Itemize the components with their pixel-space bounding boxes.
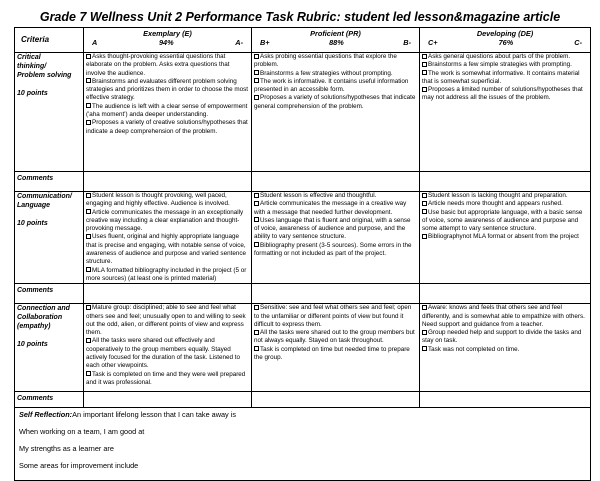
proficient-cell xyxy=(252,192,420,284)
reflection-prompt: My strengths as a learner are xyxy=(19,444,114,454)
checkbox-icon[interactable] xyxy=(422,201,427,206)
criterion-name: Communication/ xyxy=(17,193,72,200)
checkbox-icon[interactable] xyxy=(254,78,259,83)
comments-cell[interactable] xyxy=(84,172,252,192)
self-reflection-cell[interactable] xyxy=(15,408,591,481)
proficient-cell xyxy=(252,304,420,392)
descriptor: Article communicates the message in a creative way with a message that needed further development. xyxy=(254,200,407,216)
descriptor: Proposes a variety of solutions/hypotheses that indicate general comprehension of the problem. xyxy=(254,94,416,110)
proficient-cell xyxy=(252,53,420,172)
comments-label: Comments xyxy=(15,172,84,192)
descriptor: The audience is left with a clear sense of empowerment ('aha moment') anda deeper understanding. xyxy=(86,102,248,119)
comments-row xyxy=(15,284,591,304)
grade-percent: 94% xyxy=(158,38,174,47)
descriptor: Task is completed on time and they were well prepared and it was professional. xyxy=(86,370,246,386)
reflection-prompt: When working on a team, I am good at xyxy=(19,427,145,437)
descriptor: Task is completed on time but needed time to prepare the group. xyxy=(254,345,410,362)
descriptor: All the tasks were shared out effectively and cooperatively to the group members equally. Stayed actively focused for the duration of the task. Listened to each other viewpoints. xyxy=(86,337,241,370)
criterion-name: thinking/ xyxy=(17,63,47,70)
descriptor: The work is informative. It contains useful information presented in an accessible form. xyxy=(254,77,409,94)
comments-label: Comments xyxy=(15,392,84,408)
descriptor: Aware: knows and feels that others see and feel differently, and is somewhat able to empathize with others. Need support and guidance from a teacher. xyxy=(422,304,585,328)
criterion-cell xyxy=(15,304,84,392)
descriptor: MLA formatted bibliography included in the project (5 or more sources) (at least one is printed material) xyxy=(86,266,247,282)
descriptor: Student lesson is effective and thoughtful. xyxy=(254,192,417,200)
grade-percent: 88% xyxy=(329,38,344,47)
descriptor: Asks probing essential questions that explore the problem. xyxy=(254,53,397,69)
checkbox-icon[interactable] xyxy=(254,95,259,100)
grade-high: C+ xyxy=(428,38,438,47)
checkbox-icon[interactable] xyxy=(254,193,259,198)
criterion-row-connection xyxy=(15,304,591,392)
checkbox-icon[interactable] xyxy=(254,330,259,335)
checkbox-icon[interactable] xyxy=(86,120,91,125)
descriptor: All the tasks were shared out to the group members but not always equally. Stayed on task throughout. xyxy=(254,329,415,345)
checkbox-icon[interactable] xyxy=(254,217,259,222)
criterion-points: 10 points xyxy=(17,341,48,349)
checkbox-icon[interactable] xyxy=(422,54,427,59)
developing-cell xyxy=(420,192,591,284)
checkbox-icon[interactable] xyxy=(422,209,427,214)
developing-cell xyxy=(420,53,591,172)
descriptor: Brainstorms and evaluates different problem solving strategies and prioritizes them in order to choose the most effective strategy. xyxy=(86,77,249,102)
checkbox-icon[interactable] xyxy=(422,193,427,198)
comments-cell[interactable] xyxy=(420,284,591,304)
level-header-developing xyxy=(420,28,591,53)
grade-low: C- xyxy=(574,38,582,47)
checkbox-icon[interactable] xyxy=(254,305,259,310)
checkbox-icon[interactable] xyxy=(422,305,427,310)
descriptor: Bibliographynot MLA format or absent from the project xyxy=(422,233,588,241)
level-header-exemplary xyxy=(84,28,252,53)
descriptor: Group needed help and support to divide the tasks and stay on task. xyxy=(422,329,582,345)
comments-row xyxy=(15,172,591,192)
descriptor: Uses fluent, original and highly appropriate language that is precise and engaging, with notable sense of voice, awareness of audience and purpose and varied sentence structure. xyxy=(86,233,246,266)
descriptor: Bibliography present (3-5 sources). Some errors in the formatting or not included as part of the project. xyxy=(254,241,412,258)
checkbox-icon[interactable] xyxy=(86,371,91,376)
self-reflection-label: Self Reflection: xyxy=(19,410,73,420)
checkbox-icon[interactable] xyxy=(422,330,427,335)
comments-cell[interactable] xyxy=(420,392,591,408)
reflection-prompt: An important lifelong lesson that I can take away is xyxy=(72,410,236,420)
criterion-cell xyxy=(15,192,84,284)
comments-cell[interactable] xyxy=(252,172,420,192)
exemplary-cell xyxy=(84,304,252,392)
criterion-name: Collaboration xyxy=(17,314,63,322)
criterion-name: Language xyxy=(17,202,51,209)
descriptor: Task was not completed on time. xyxy=(422,346,588,354)
checkbox-icon[interactable] xyxy=(254,346,259,351)
descriptor: The work is somewhat informative. It contains material that is somewhat superficial. xyxy=(422,69,580,85)
criterion-row-critical-thinking xyxy=(15,53,591,172)
checkbox-icon[interactable] xyxy=(86,338,91,343)
descriptor: Asks thought-provoking essential questions that elaborate on the problem. Asks extra questions that involve the audience. xyxy=(86,53,230,77)
checkbox-icon[interactable] xyxy=(86,267,91,272)
descriptor: Asks general questions about parts of the problem. xyxy=(422,53,588,61)
criteria-header: Criteria xyxy=(15,28,84,53)
reflection-prompt: Some areas for improvement include xyxy=(19,461,139,471)
comments-row xyxy=(15,392,591,408)
descriptor: Article needs more thought and appears rushed. xyxy=(422,200,588,208)
checkbox-icon[interactable] xyxy=(422,70,427,75)
reflection-line xyxy=(19,410,586,427)
descriptor: Sensitive: see and feel what others see and feel; open to the unfamiliar or different points of view but found it difficult to express them. xyxy=(254,304,412,328)
exemplary-cell xyxy=(84,53,252,172)
checkbox-icon[interactable] xyxy=(86,78,91,83)
criterion-name: Critical xyxy=(17,54,41,61)
developing-cell xyxy=(420,304,591,392)
checkbox-icon[interactable] xyxy=(86,193,91,198)
comments-cell[interactable] xyxy=(84,284,252,304)
checkbox-icon[interactable] xyxy=(254,201,259,206)
comments-cell[interactable] xyxy=(252,392,420,408)
level-header-proficient xyxy=(252,28,420,53)
descriptor: Proposes a limited number of solutions/hypotheses that may not address all the issues of the problem. xyxy=(422,86,583,102)
checkbox-icon[interactable] xyxy=(422,87,427,92)
checkbox-icon[interactable] xyxy=(254,70,259,75)
descriptor: Brainstorms a few simple strategies with prompting. xyxy=(422,61,588,69)
comments-cell[interactable] xyxy=(84,392,252,408)
criterion-name: (empathy) xyxy=(17,323,51,331)
descriptor: Brainstorms a few strategies without prompting. xyxy=(254,70,417,78)
grade-percent: 76% xyxy=(498,38,514,47)
header-row xyxy=(15,28,591,53)
checkbox-icon[interactable] xyxy=(422,62,427,67)
criterion-row-communication xyxy=(15,192,591,284)
descriptor: Article communicates the message in an exceptionally creative way including a clear explanation and thought-provoking message. xyxy=(86,208,244,233)
comments-cell[interactable] xyxy=(420,172,591,192)
exemplary-cell xyxy=(84,192,252,284)
descriptor: Student lesson is thought provoking, well paced, engaging and highly effective. Audience is involved. xyxy=(86,192,230,208)
checkbox-icon[interactable] xyxy=(422,234,427,239)
level-name: Exemplary (E) xyxy=(143,29,192,38)
criterion-points: 10 points xyxy=(17,220,48,227)
checkbox-icon[interactable] xyxy=(86,305,91,310)
descriptor: Proposes a variety of creative solutions/hypotheses that indicate a deep comprehension of the problem. xyxy=(86,119,248,135)
comments-label: Comments xyxy=(15,284,84,304)
checkbox-icon[interactable] xyxy=(422,346,427,351)
descriptor: Uses language that is fluent and original, with a sense of voice, awareness of audience and purpose, and the ability to vary sentence structure. xyxy=(254,216,411,241)
descriptor: Mature group: disciplined; able to see and feel what others see and feel; unusually open to and willing to seek out the odd, alien, or different points of view and express them. xyxy=(86,304,246,337)
checkbox-icon[interactable] xyxy=(86,54,91,59)
grade-low: A- xyxy=(235,38,243,47)
descriptor: Use basic but appropriate language, with a basic sense of voice, some awareness of audience and purpose and some attempt to vary sentence structure. xyxy=(422,208,583,233)
level-name: Proficient (PR) xyxy=(310,29,361,38)
checkbox-icon[interactable] xyxy=(254,242,259,247)
checkbox-icon[interactable] xyxy=(86,209,91,214)
rubric-table xyxy=(14,27,591,481)
page-title: Grade 7 Wellness Unit 2 Performance Task Rubric: student led lesson&magazine article xyxy=(39,10,561,24)
criterion-points: 10 points xyxy=(17,90,48,97)
grade-high: A xyxy=(92,38,98,47)
checkbox-icon[interactable] xyxy=(86,234,91,239)
checkbox-icon[interactable] xyxy=(254,54,259,59)
criterion-cell xyxy=(15,53,84,172)
criterion-name: Problem solving xyxy=(17,72,72,79)
grade-high: B+ xyxy=(260,38,270,47)
self-reflection-row xyxy=(15,408,591,481)
level-name: Developing (DE) xyxy=(476,29,534,38)
descriptor: Student lesson is lacking thought and preparation. xyxy=(422,192,588,200)
comments-cell[interactable] xyxy=(252,284,420,304)
grade-low: B- xyxy=(403,38,411,47)
checkbox-icon[interactable] xyxy=(86,103,91,108)
criterion-name: Connection and xyxy=(17,305,70,313)
